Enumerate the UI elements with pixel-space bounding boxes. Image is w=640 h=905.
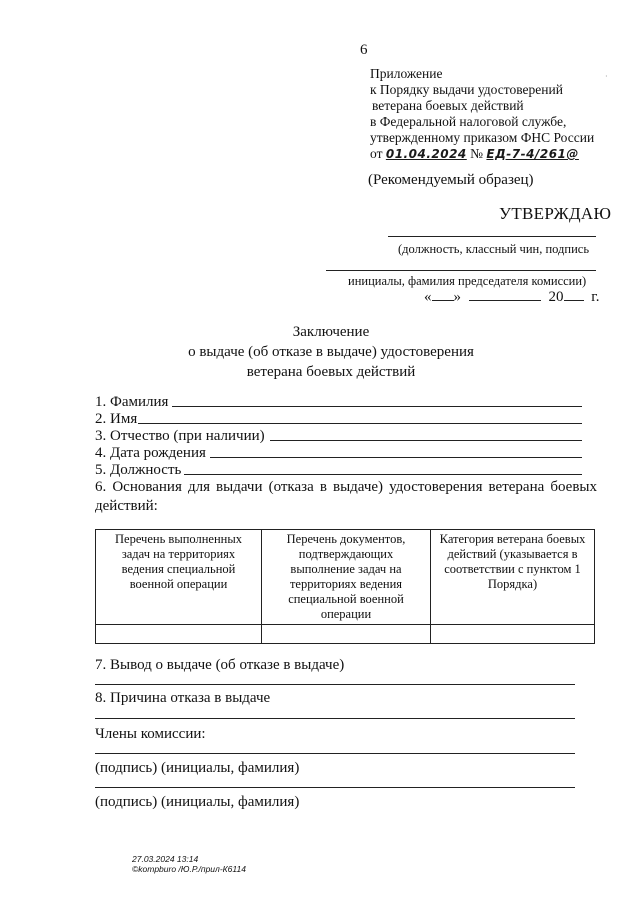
page-number: 6 [360,42,368,58]
copyright-icon: © [132,864,139,874]
appendix-line: ветерана боевых действий [372,98,524,113]
table-header-category: Категория ветерана боевых действий (указывается в соответствии с пунктом 1 Порядка) [431,530,595,625]
section-6-grounds: 6. Основания для выдачи (отказа в выдаче) удостоверения ветерана боевых действий: [95,479,597,514]
grounds-table [95,529,595,644]
appendix-line: Приложение [370,66,443,81]
year-suffix: г. [591,289,600,305]
approve-signature-line-1 [388,236,596,237]
section-8-line[interactable] [95,718,575,719]
approve-caption-position: (должность, классный чин, подпись [398,242,590,256]
approve-signature-line-2 [326,270,596,271]
document-title [0,322,640,382]
table-cell[interactable] [96,625,262,644]
field-surname: 1. Фамилия [95,394,169,410]
title-line-3: ветерана боевых действий [246,364,416,380]
order-date-handwritten: 01.04.2024 [385,147,467,161]
table-header-row [96,530,595,625]
field-birthdate-line[interactable] [210,457,582,458]
title-line-1: Заключение [292,324,370,340]
table-header-tasks: Перечень выполненных задач на территориях ведения специальной военной операции [96,530,262,625]
order-number-sign: № [470,146,484,161]
order-reference [370,146,620,162]
table-row [96,625,595,644]
scan-mark: · [605,72,608,81]
field-birthdate: 4. Дата рождения [95,445,206,461]
title-line-2: о выдаче (об отказе в выдаче) удостоверения [188,344,474,360]
date-quote-close: » [453,289,461,305]
field-position: 5. Должность [95,462,182,478]
appendix-line: в Федеральной налоговой службе, [370,114,567,129]
approve-caption-chair: инициалы, фамилия председателя комиссии) [348,274,587,288]
date-quote-open: « [424,289,432,305]
appendix-block [370,66,620,162]
approve-heading: УТВЕРЖДАЮ [499,204,612,223]
member-1-line[interactable] [95,753,575,754]
section-8-refusal-reason: 8. Причина отказа в выдаче [95,690,271,706]
commission-members-label: Члены комиссии: [95,726,206,742]
appendix-line: к Порядку выдачи удостоверений [370,82,563,97]
member-2-caption: (подпись) (инициалы, фамилия) [95,794,300,810]
field-name-line[interactable] [138,423,582,424]
field-position-line[interactable] [184,474,582,475]
appendix-line: утвержденному приказом ФНС России [370,130,595,145]
year-prefix: 20 [548,289,564,305]
table-cell[interactable] [431,625,595,644]
footer-file-ref-text: kompburo /Ю.Р./прил-К6114 [138,864,246,874]
footer-stamp [132,854,246,874]
member-2-line[interactable] [95,787,575,788]
month-blank [469,300,541,301]
field-surname-line[interactable] [172,406,582,407]
field-patronymic: 3. Отчество (при наличии) [95,428,265,444]
field-name: 2. Имя [95,411,138,427]
table-cell[interactable] [262,625,431,644]
approve-date-line [424,289,599,306]
day-blank [432,300,454,301]
order-prefix: от [370,146,383,161]
year-blank [564,300,584,301]
field-patronymic-line[interactable] [270,440,582,441]
section-7-conclusion: 7. Вывод о выдаче (об отказе в выдаче) [95,657,345,673]
recommended-sample-label: (Рекомендуемый образец) [368,172,534,188]
footer-file-ref [132,864,246,874]
table-header-documents: Перечень документов, подтверждающих выполнение задач на территориях ведения специальной военной операции [262,530,431,625]
section-7-line[interactable] [95,684,575,685]
member-1-caption: (подпись) (инициалы, фамилия) [95,760,300,776]
order-number-handwritten: ЕД-7-4/261@ [486,147,579,161]
footer-timestamp: 27.03.2024 13:14 [132,854,199,864]
